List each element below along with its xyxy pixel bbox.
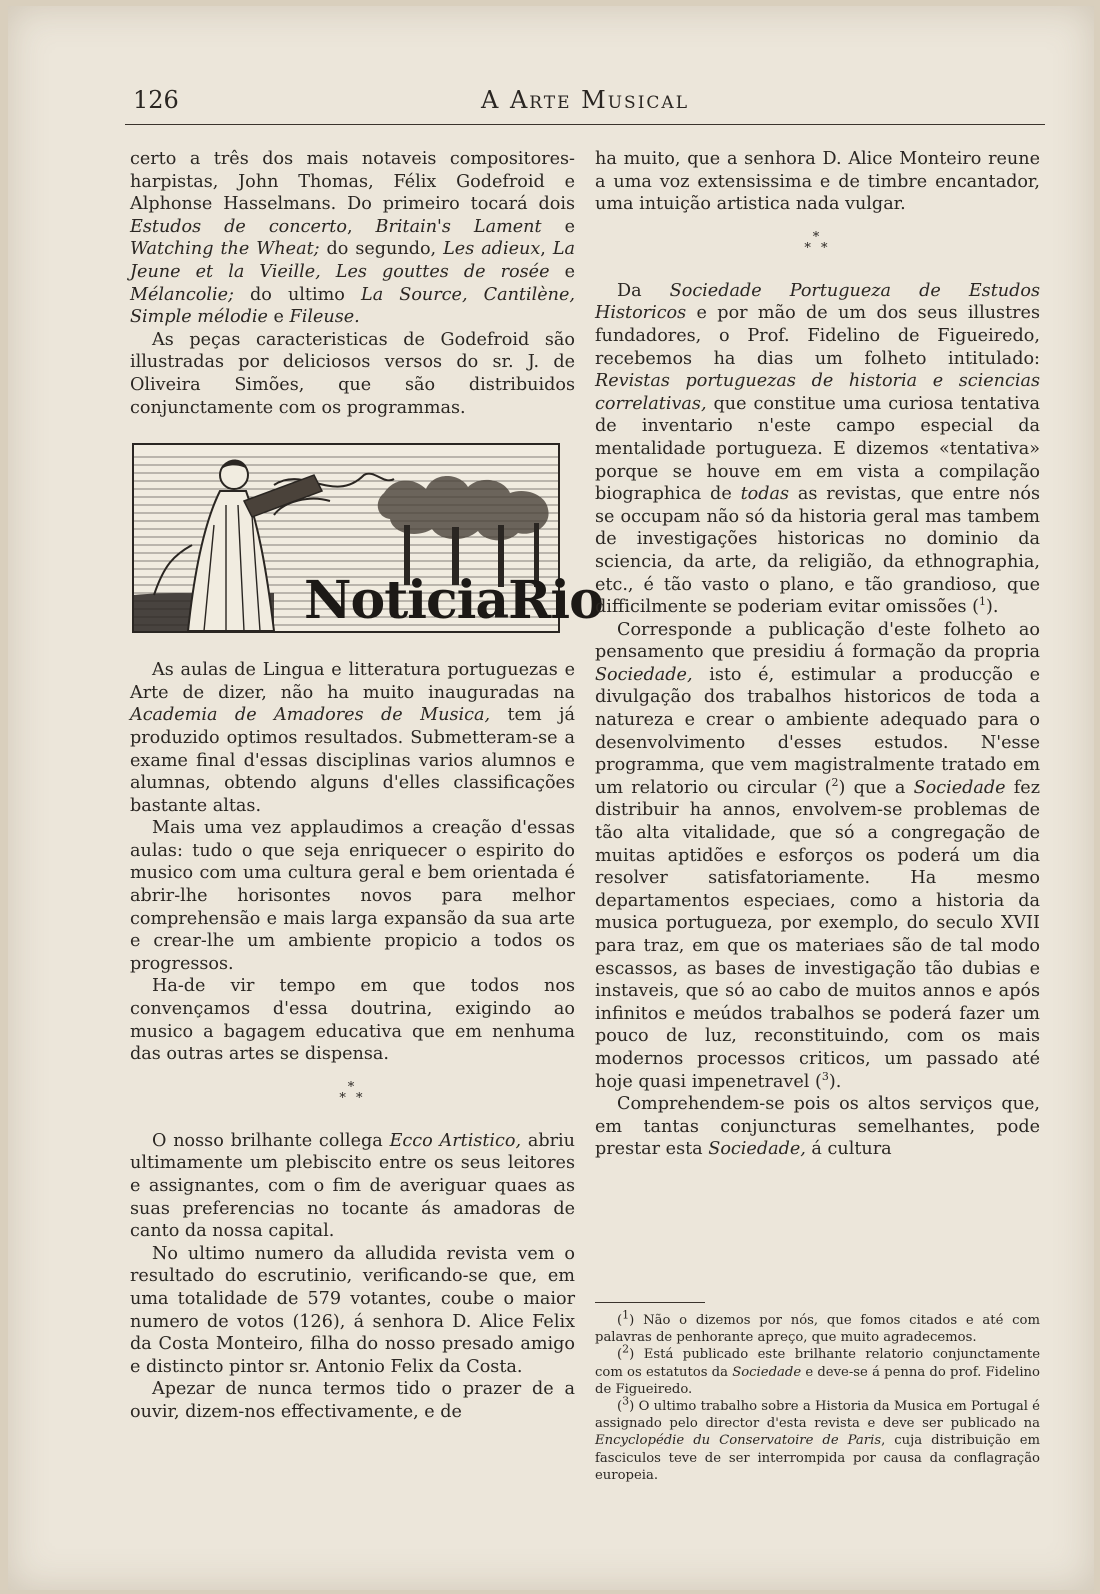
paragraph: ha muito, que a senhora D. Alice Monteiro reune a uma voz extensissima e de timbre encantador, uma intuição artistica nada vulgar. [595, 149, 1040, 215]
left-column [130, 148, 603, 1424]
vignette-title: NoticiaRio [304, 570, 603, 632]
paragraph: Apezar de nunca termos tido o prazer de a ouvir, dizem-nos effectivamente, e de [130, 1379, 575, 1422]
footnote-rule [595, 1302, 705, 1303]
asterism-divider: * * * [804, 229, 831, 256]
paragraph: Ha-de vir tempo em que todos nos convençamos d'essa doutrina, exigindo ao musico a bagagem educativa que em nenhuma das outras artes se dispensa. [130, 976, 575, 1065]
paragraph: Comprehendem-se pois os altos serviços que, em tantas conjuncturas semelhantes, pode prestar esta Sociedade, á cultura [595, 1094, 1040, 1160]
paragraph: Corresponde a publicação d'este folheto ao pensamento que presidiu á formação da propria Sociedade, isto é, estimular a producção e divulgação dos trabalhos historicos de toda a natureza e crear o ambiente adequado para o desenvolvimento d'esses estudos. N'esse programma, que vem magistralmente tratado em um relatorio ou circular ($^2$) que a Sociedade fez distribuir ha annos, envolvem-se problemas de tão alta vitalidade, que só a congregação de muitas aptidões e esforços os poderá um dia resolver satisfatoriamente. Ha mesmo departamentos especiaes, como a historia da musica portugueza, por exemplo, do seculo XVII para traz, em que os materiaes são de tal modo escassos, as bases de investigação tão dubias e instaveis, que só ao cabo de muitos annos e após infinitos e meúdos trabalhos se poderá fazer um pouco de luz, reconstituindo, com os mais modernos processos criticos, um passado até hoje quasi impenetravel ($^3$). [595, 619, 1040, 1092]
noticiario-vignette [132, 443, 603, 633]
paragraph: No ultimo numero da alludida revista vem o resultado do escrutinio, verificando-se que, em uma totalidade de 579 votantes, coube o maior numero de votos (126), á senhora D. Alice Felix da Costa Monteiro, filha do nosso presado amigo e distincto pintor sr. Antonio Felix da Costa. [130, 1243, 575, 1377]
right-column [595, 148, 1040, 1161]
footnote: ($^3$) O ultimo trabalho sobre a Historia da Musica em Portugal é assignado pelo director d'esta revista e deve ser publicado na Encyclopédie du Conservatoire de Paris, cuja distribuição em fasciculos teve de ser interrompida por causa da conflagração europeia. [595, 1394, 1041, 1483]
footnote: ($^2$) Está publicado este brilhante relatorio conjunctamente com os estatutos da Sociedade e deve-se á penna do prof. Fidelino de Figueiredo. [595, 1343, 1040, 1397]
footnote-ref: 3 [821, 1069, 829, 1083]
page-header [125, 82, 1045, 126]
paragraph: Mais uma vez applaudimos a creação d'essas aulas: tudo o que seja enriquecer o espirito do musico com uma cultura geral e bem orientada é abrir-lhe horisontes novos para melhor comprehensão e mais larga expansão da sua arte e crear-lhe um ambiente propicio a todos os progressos. [130, 818, 575, 974]
page-number: 126 [133, 86, 179, 114]
paragraph: As aulas de Lingua e litteratura portuguezas e Arte de dizer, não ha muito inauguradas na Academia de Amadores de Musica, tem já produzido optimos resultados. Submetteram-se a exame final d'essas disciplinas varios alumnos e alumnas, obtendo alguns d'elles classificações bastante altas. [130, 660, 576, 816]
asterism-divider: * * * [339, 1079, 366, 1106]
paragraph: As peças caracteristicas de Godefroid são illustradas por deliciosos versos do sr. J. de Oliveira Simões, que são distribuidos conjunctamente com os programmas. [130, 329, 575, 418]
footnote-ref: 1 [978, 595, 986, 609]
footnote-ref: 2 [831, 775, 839, 789]
header-rule [125, 124, 1045, 125]
footnote: ($^1$) Não o dizemos por nós, que fomos citados e até com palavras de penhorante apreço, que muito agradecemos. [595, 1308, 1040, 1346]
footnotes [595, 1308, 1041, 1484]
paragraph: O nosso brilhante collega Ecco Artistico, abriu ultimamente um plebiscito entre os seus leitores e assignantes, com o fim de averiguar quaes as suas preferencias no tocante ás amadoras de canto da nossa capital. [130, 1130, 576, 1242]
paragraph: Da Sociedade Portugueza de Estudos Historicos e por mão de um dos seus illustres fundadores, o Prof. Fidelino de Figueiredo, recebemos ha dias um folheto intitulado: Revistas portuguezas de historia e sciencias correlativas, que constitue uma curiosa tentativa de inventario n'este campo especial da mentalidade portugueza. E dizemos «tentativa» porque se houve em em vista a compilação biographica de todas as revistas, que entre nós se occupam não só da historia geral mas tambem de investigações historicas no dominio da sciencia, da arte, da religião, da ethnographia, etc., é tão vasto o plano, e tão grandioso, que difficilmente se poderiam evitar omissões ($^1$). [595, 280, 1040, 618]
running-title: A Arte Musical [480, 86, 689, 114]
paragraph: certo a três dos mais notaveis compositores-harpistas, John Thomas, Félix Godefroid e Alphonse Hasselmans. Do primeiro tocará dois Estudos de concerto, Britain's Lament e Watching the Wheat; do segundo, Les adieux, La Jeune et la Vieille, Les gouttes de rosée e Mélancolie; do ultimo La Source, Cantilène, Simple mélodie e Fileuse. [130, 149, 575, 328]
